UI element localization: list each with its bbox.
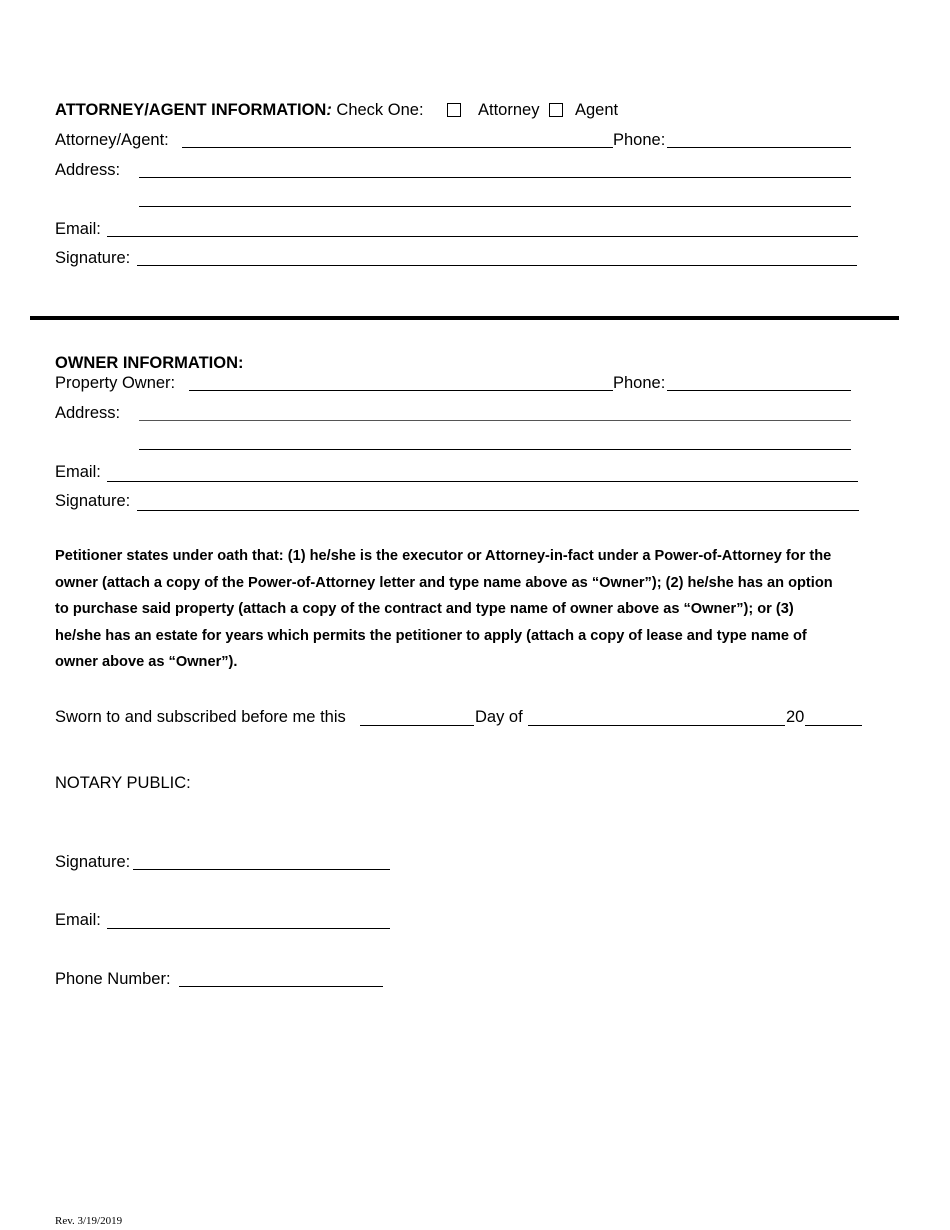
attorney-heading-colon: :: [326, 101, 332, 119]
owner-address-label: Address:: [55, 404, 121, 422]
owner-name-label: Property Owner:: [55, 374, 176, 392]
attorney-email-label: Email:: [55, 220, 101, 238]
notary-email-field[interactable]: [107, 928, 390, 929]
sworn-year-field[interactable]: [805, 725, 862, 726]
petition-line: Petitioner states under oath that: (1) he/she is the executor or Attorney-in-fact under a Power-of-Attorney for the: [55, 548, 832, 564]
attorney-name-field[interactable]: [182, 147, 613, 148]
attorney-signature-field[interactable]: [137, 265, 857, 266]
attorney-signature-label: Signature:: [55, 249, 131, 267]
sworn-day-of-label: Day of: [475, 708, 523, 726]
agent-option-label: Agent: [575, 101, 619, 119]
attorney-address-label: Address:: [55, 161, 121, 179]
attorney-phone-field[interactable]: [667, 147, 851, 148]
agent-checkbox[interactable]: [549, 103, 563, 117]
sworn-year-prefix: 20: [786, 708, 805, 726]
petition-statement: [55, 543, 895, 676]
owner-email-label: Email:: [55, 463, 101, 481]
attorney-option-label: Attorney: [478, 101, 540, 119]
attorney-address-field-1[interactable]: [139, 177, 851, 178]
notary-signature-label: Signature:: [55, 853, 131, 871]
owner-name-field[interactable]: [189, 390, 613, 391]
attorney-phone-label: Phone:: [613, 131, 666, 149]
owner-address-field-1[interactable]: [139, 420, 851, 421]
attorney-checkbox[interactable]: [447, 103, 461, 117]
notary-phone-label: Phone Number:: [55, 970, 171, 988]
owner-section-heading: OWNER INFORMATION:: [55, 354, 244, 372]
attorney-email-field[interactable]: [107, 236, 858, 237]
notary-email-label: Email:: [55, 911, 101, 929]
sworn-prefix: Sworn to and subscribed before me this: [55, 708, 346, 726]
owner-signature-label: Signature:: [55, 492, 131, 510]
petition-line: owner (attach a copy of the Power-of-Attorney letter and type name above as “Owner”); (2) he/she has an option: [55, 574, 833, 591]
owner-phone-field[interactable]: [667, 390, 851, 391]
owner-signature-field[interactable]: [137, 510, 859, 511]
notary-heading: NOTARY PUBLIC:: [55, 774, 191, 792]
check-one-label: Check One:: [331, 101, 424, 119]
petition-line: he/she has an estate for years which permits the petitioner to apply (attach a copy of lease and type name of: [55, 627, 807, 644]
owner-email-field[interactable]: [107, 481, 858, 482]
attorney-heading-row: [55, 100, 424, 120]
section-divider: [30, 316, 899, 320]
revision-date: Rev. 3/19/2019: [55, 1215, 123, 1227]
attorney-address-field-2[interactable]: [139, 206, 851, 207]
notary-signature-field[interactable]: [133, 869, 390, 870]
notary-phone-field[interactable]: [179, 986, 383, 987]
owner-phone-label: Phone:: [613, 374, 666, 392]
sworn-day-field[interactable]: [360, 725, 474, 726]
attorney-name-label: Attorney/Agent:: [55, 131, 169, 149]
owner-address-field-2[interactable]: [139, 449, 851, 450]
sworn-month-field[interactable]: [528, 725, 785, 726]
attorney-section-heading: ATTORNEY/AGENT INFORMATION: [55, 101, 327, 119]
petition-line: to purchase said property (attach a copy of the contract and type name of owner above as “Owner”); or (3): [55, 601, 794, 617]
petition-line: owner above as “Owner”).: [55, 654, 238, 670]
